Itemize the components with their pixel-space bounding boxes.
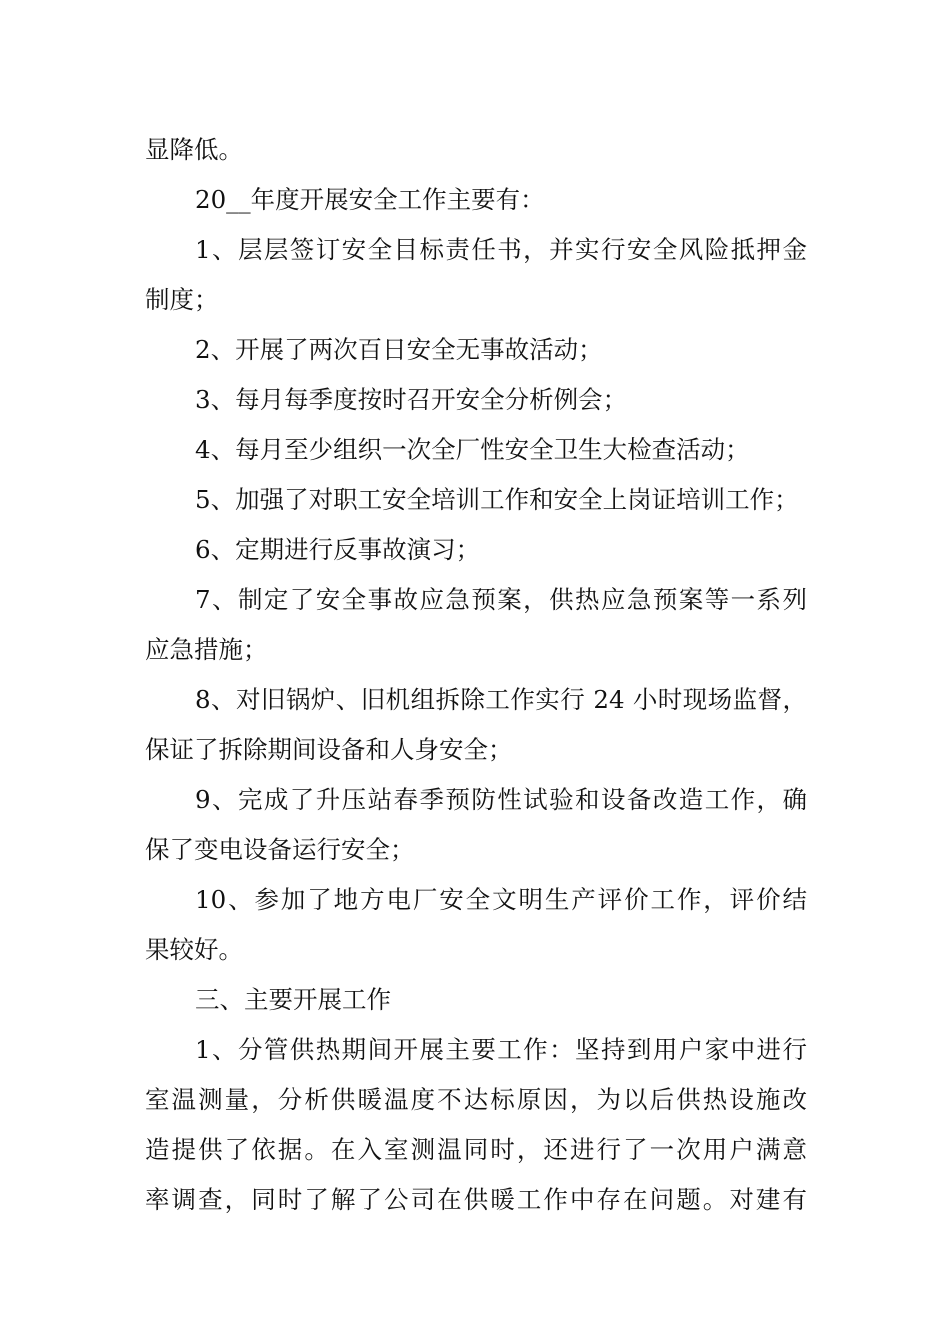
text-line: 1、分管供热期间开展主要工作：坚持到用户家中进行 [195, 1035, 807, 1064]
text-line: 显降低。 [145, 135, 243, 164]
text-line: 造提供了依据。在入室测温同时，还进行了一次用户满意 [145, 1135, 807, 1164]
text-line: 10、参加了地方电厂安全文明生产评价工作，评价结 [195, 885, 807, 914]
text-line: 9、完成了升压站春季预防性试验和设备改造工作，确 [195, 785, 807, 814]
text-line: 2、开展了两次百日安全无事故活动； [195, 335, 603, 364]
text-line: 4、每月至少组织一次全厂性安全卫生大检查活动； [195, 435, 750, 464]
text-line: 8、对旧锅炉、旧机组拆除工作实行 24 小时现场监督， [195, 685, 807, 714]
text-line: 保了变电设备运行安全； [145, 835, 415, 864]
text-line: 5、加强了对职工安全培训工作和安全上岗证培训工作； [195, 485, 799, 514]
text-line: 1、层层签订安全目标责任书，并实行安全风险抵押金 [195, 235, 807, 264]
text-line: 应急措施； [145, 635, 268, 664]
text-line: 20__年度开展安全工作主要有： [195, 185, 545, 214]
text-line: 果较好。 [145, 935, 243, 964]
text-line: 制度； [145, 285, 219, 314]
section-heading: 三、主要开展工作 [195, 985, 391, 1014]
text-line: 保证了拆除期间设备和人身安全； [145, 735, 513, 764]
text-line: 7、制定了安全事故应急预案，供热应急预案等一系列 [195, 585, 807, 614]
text-line: 率调查，同时了解了公司在供暖工作中存在问题。对建有 [145, 1185, 807, 1214]
text-line: 6、定期进行反事故演习； [195, 535, 481, 564]
text-line: 3、每月每季度按时召开安全分析例会； [195, 385, 628, 414]
text-line: 室温测量，分析供暖温度不达标原因，为以后供热设施改 [145, 1085, 807, 1114]
